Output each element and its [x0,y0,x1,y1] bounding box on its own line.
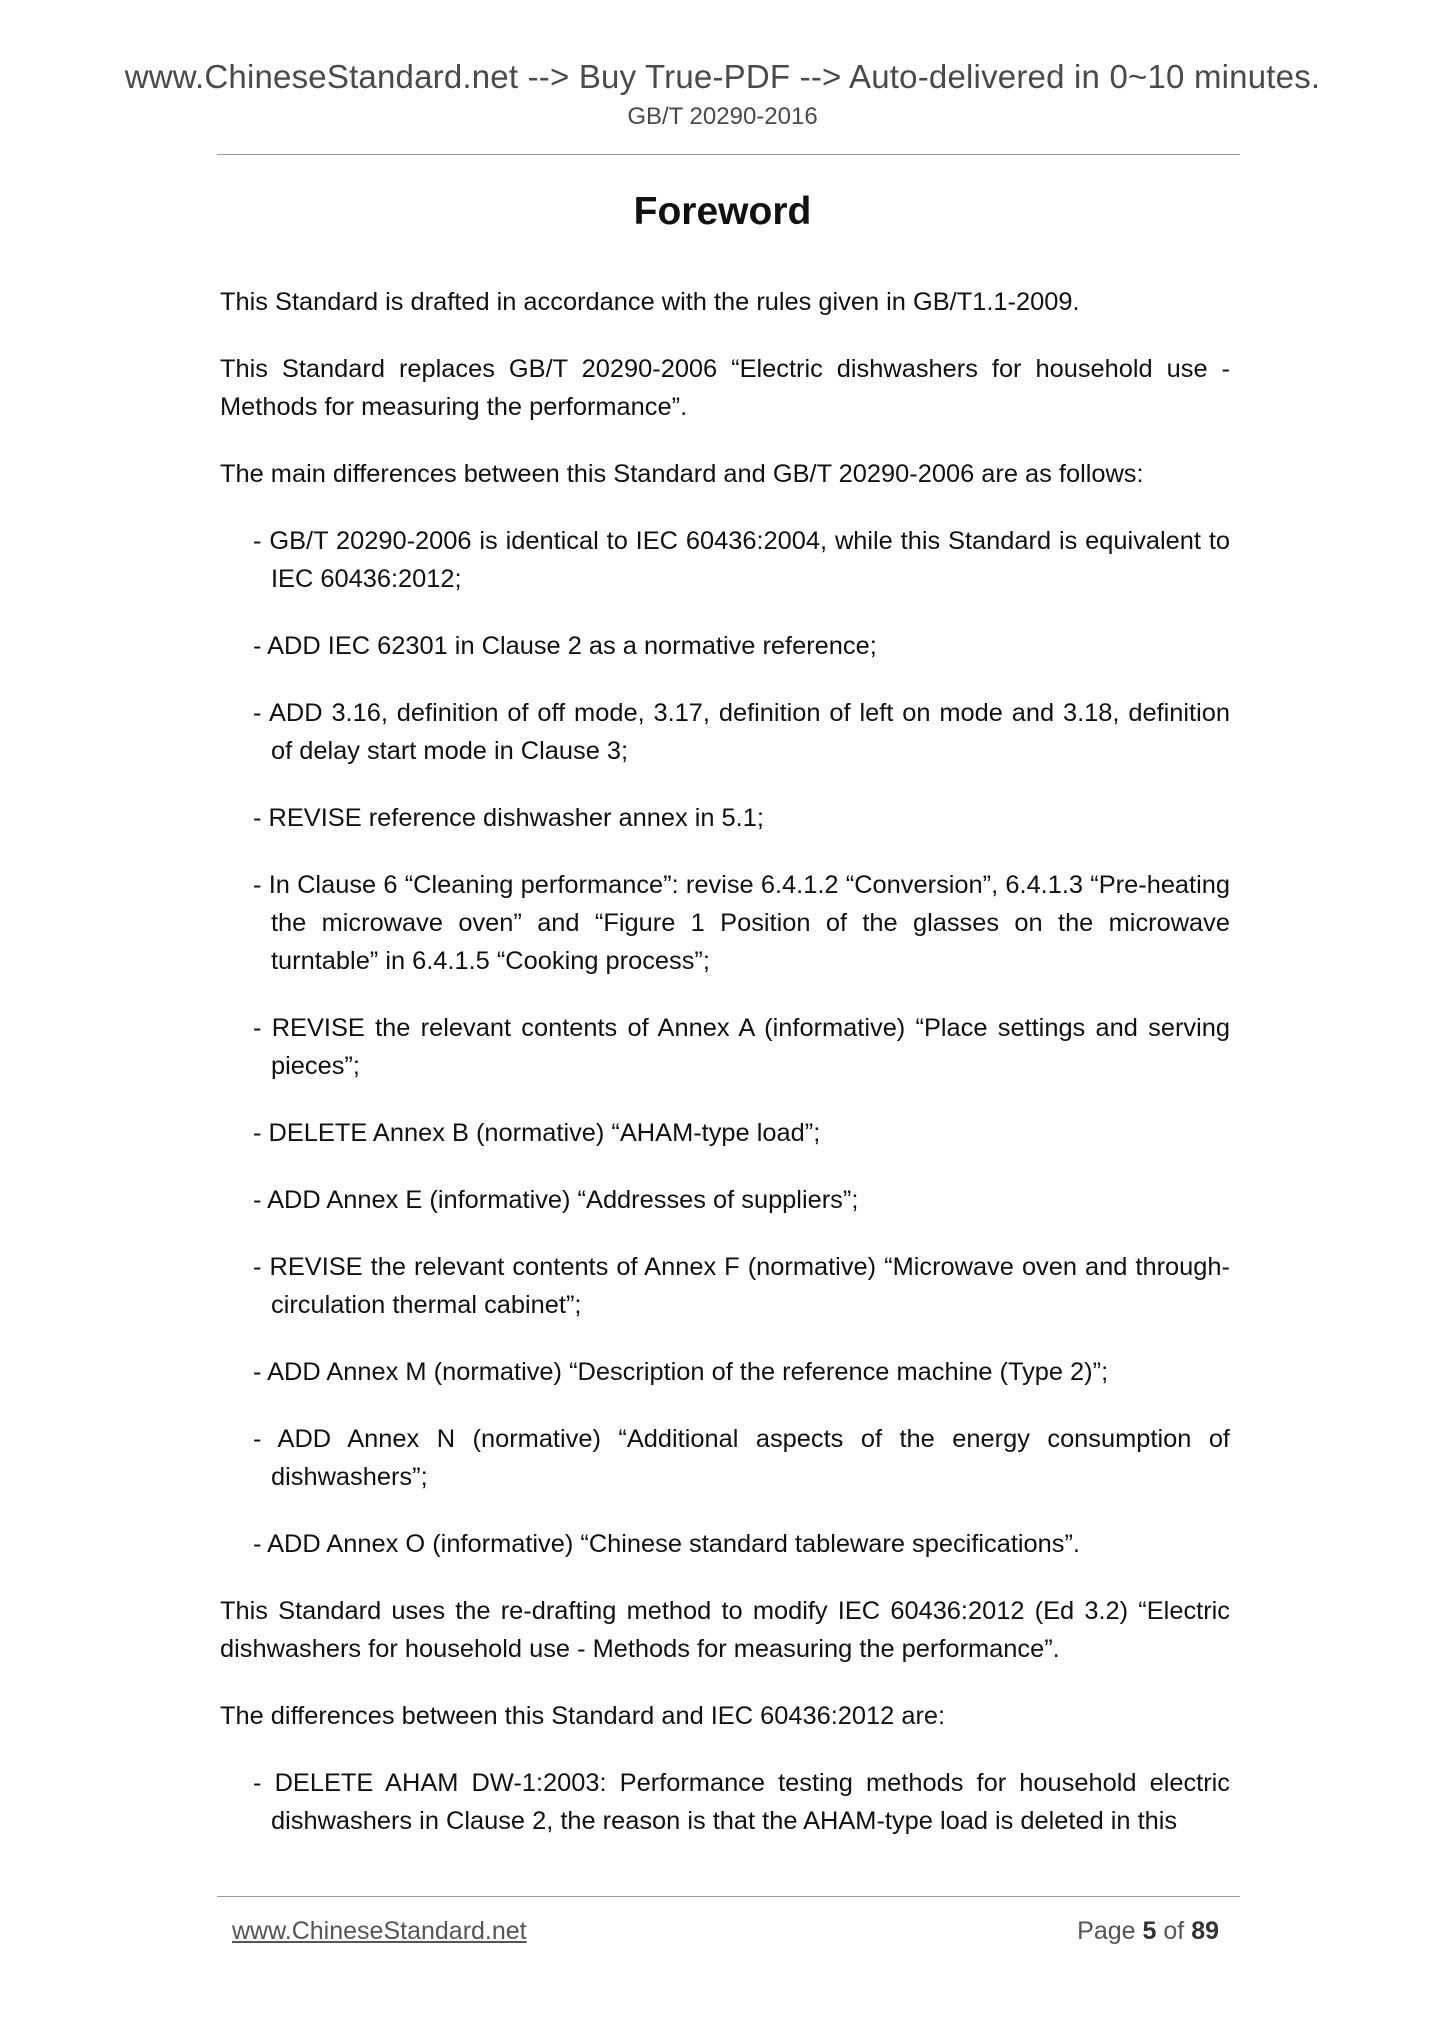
list-item: - In Clause 6 “Cleaning performance”: revise 6.4.1.2 “Conversion”, 6.4.1.3 “Pre-heating the microwave oven” and “Figure 1 Position of the glasses on the microwave turntable” in 6.4.1.5 “Cooking process”; [253,871,1230,975]
paragraph-drafting-rules: This Standard is drafted in accordance with the rules given in GB/T1.1-2009. [220,288,1080,316]
list-item: - ADD Annex E (informative) “Addresses of suppliers”; [253,1186,859,1214]
list-item: - ADD Annex O (informative) “Chinese standard tableware specifications”. [253,1530,1080,1558]
header-banner: www.ChineseStandard.net --> Buy True-PDF --> Auto-delivered in 0~10 minutes. [124,58,1321,95]
document-id: GB/T 20290-2016 [627,103,818,130]
list-item: - REVISE reference dishwasher annex in 5.1; [253,804,764,832]
page-separator: of [1163,1917,1185,1945]
differences-iec-list [220,1764,1230,1840]
list-item: - DELETE AHAM DW-1:2003: Performance testing methods for household electric dishwashers in Clause 2, the reason is that the AHAM-type load is deleted in this [253,1769,1230,1835]
footer-divider [217,1896,1240,1897]
paragraph-replaces: This Standard replaces GB/T 20290-2006 “Electric dishwashers for household use - Methods for measuring the performance”. [220,355,1230,421]
document-body [220,283,1230,1869]
footer-website-link[interactable]: www.ChineseStandard.net [232,1917,527,1945]
list-item: - ADD 3.16, definition of off mode, 3.17, definition of left on mode and 3.18, definition of delay start mode in Clause 3; [253,699,1230,765]
paragraph-redrafting-method: This Standard uses the re-drafting method to modify IEC 60436:2012 (Ed 3.2) “Electric dishwashers for household use - Methods for measuring the performance”. [220,1597,1230,1663]
list-item: - DELETE Annex B (normative) “AHAM-type load”; [253,1119,821,1147]
page-label: Page [1077,1917,1136,1945]
list-item: - ADD Annex N (normative) “Additional aspects of the energy consumption of dishwashers”; [253,1425,1230,1491]
list-item: - ADD IEC 62301 in Clause 2 as a normative reference; [253,632,877,660]
differences-2006-list [220,522,1230,1563]
page-total: 89 [1191,1917,1219,1945]
list-item: - REVISE the relevant contents of Annex F (normative) “Microwave oven and through-circulation thermal cabinet”; [253,1253,1230,1319]
paragraph-main-differences-intro: The main differences between this Standard and GB/T 20290-2006 are as follows: [220,460,1144,488]
list-item: - ADD Annex M (normative) “Description of the reference machine (Type 2)”; [253,1358,1109,1386]
page-title: Foreword [633,190,812,233]
paragraph-iec-differences-intro: The differences between this Standard and IEC 60436:2012 are: [220,1702,946,1730]
list-item: - REVISE the relevant contents of Annex A (informative) “Place settings and serving pieces”; [253,1014,1230,1080]
page-indicator [1077,1917,1219,1946]
header-divider [217,154,1240,155]
list-item: - GB/T 20290-2006 is identical to IEC 60436:2004, while this Standard is equivalent to IEC 60436:2012; [253,527,1230,593]
page-current: 5 [1142,1917,1157,1945]
